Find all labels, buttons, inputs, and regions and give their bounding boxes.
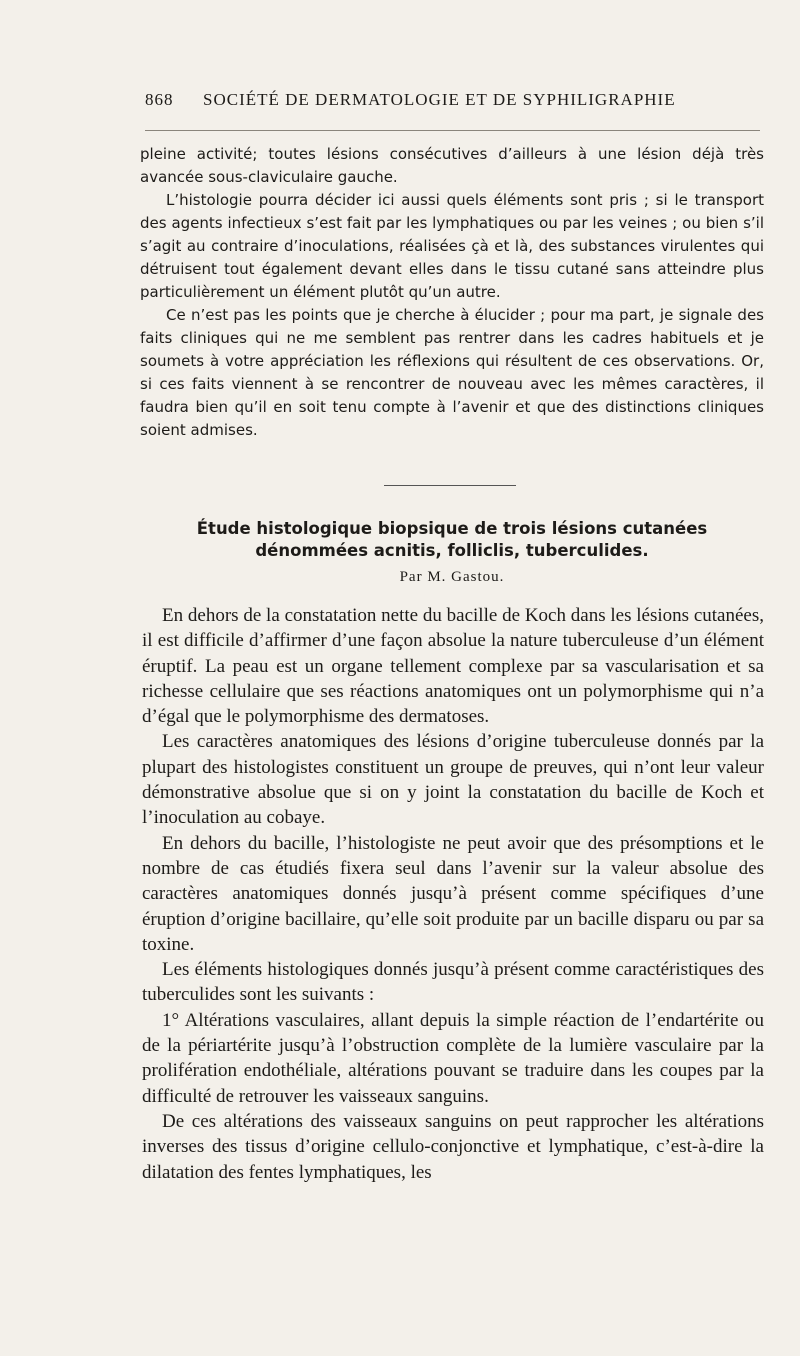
article-author: Par M. Gastou. (399, 569, 505, 585)
page-number: 868 (145, 90, 174, 109)
paragraph: Les caractères anatomiques des lésions d’origine tuberculeuse donnés par la plupart des histologistes constituent un groupe de preuves, qui n’ont leur valeur démonstrative absolue que si on y joint la constatation du bacille de Koch et l’inoculation au cobaye. (142, 731, 764, 829)
article-title: Étude histologique biopsique de trois lésions cutanées dénommées acnitis, folliclis, tuberculides. (196, 519, 708, 560)
previous-article-text (140, 143, 764, 442)
paragraph: Les éléments histologiques donnés jusqu’à présent comme caractéristiques des tuberculides sont les suivants : (142, 959, 764, 1006)
paragraph: pleine activité; toutes lésions consécutives d’ailleurs à une lésion déjà très avancée sous-claviculaire gauche. (140, 145, 764, 186)
paragraph: En dehors du bacille, l’histologiste ne peut avoir que des présomptions et le nombre de cas étudiés fixera seul dans l’avenir sur la valeur absolue des caractères anatomiques donnés jusqu’à présent comme spécifiques d’une éruption d’origine bacillaire, qu’elle soit produite par un bacille disparu ou par sa toxine. (142, 832, 764, 955)
paragraph: Ce n’est pas les points que je cherche à élucider ; pour ma part, je signale des faits cliniques qui ne me semblent pas rentrer dans les cadres habituels et je soumets à votre appréciation les réflexions qui résultent de ces observations. Or, si ces faits viennent à se rencontrer de nouveau avec les mêmes caractères, il faudra bien qu’il en soit tenu compte à l’avenir et que des distinctions cliniques soient admises. (140, 306, 764, 439)
section-separator (384, 485, 516, 486)
running-title: SOCIÉTÉ DE DERMATOLOGIE ET DE SYPHILIGRAPHIE (203, 90, 676, 109)
running-header (145, 90, 760, 114)
paragraph: De ces altérations des vaisseaux sanguins on peut rapprocher les altérations inverses des tissus d’origine cellulo-conjonctive et lymphatique, c’est-à-dire la dilatation des fentes lymphatiques, les (142, 1110, 764, 1183)
paragraph: En dehors de la constatation nette du bacille de Koch dans les lésions cutanées, il est difficile d’affirmer d’une façon absolue la nature tuberculeuse d’un élément éruptif. La peau est un organe tellement complexe par sa vascularisation et sa richesse cellulaire que ses réactions anatomiques ont un polymorphisme qui n’a d’égal que le polymorphisme des dermatoses. (142, 605, 764, 728)
paragraph: L’histologie pourra décider ici aussi quels éléments sont pris ; si le transport des agents infectieux s’est fait par les lymphatiques ou par les veines ; ou bien s’il s’agit au contraire d’inoculations, réalisées çà et là, des substances virulentes qui détruisent tout également devant elles dans le tissu cutané sans atteindre plus particulièrement un élément plutôt qu’un autre. (140, 191, 764, 301)
paragraph: 1° Altérations vasculaires, allant depuis la simple réaction de l’endartérite ou de la périartérite jusqu’à l’obstruction complète de la lumière vasculaire par la prolifération endothéliale, altérations pouvant se traduire dans les coupes par la difficulté de retrouver les vaisseaux sanguins. (142, 1009, 764, 1107)
article-body (142, 603, 764, 1185)
header-rule (145, 130, 760, 131)
